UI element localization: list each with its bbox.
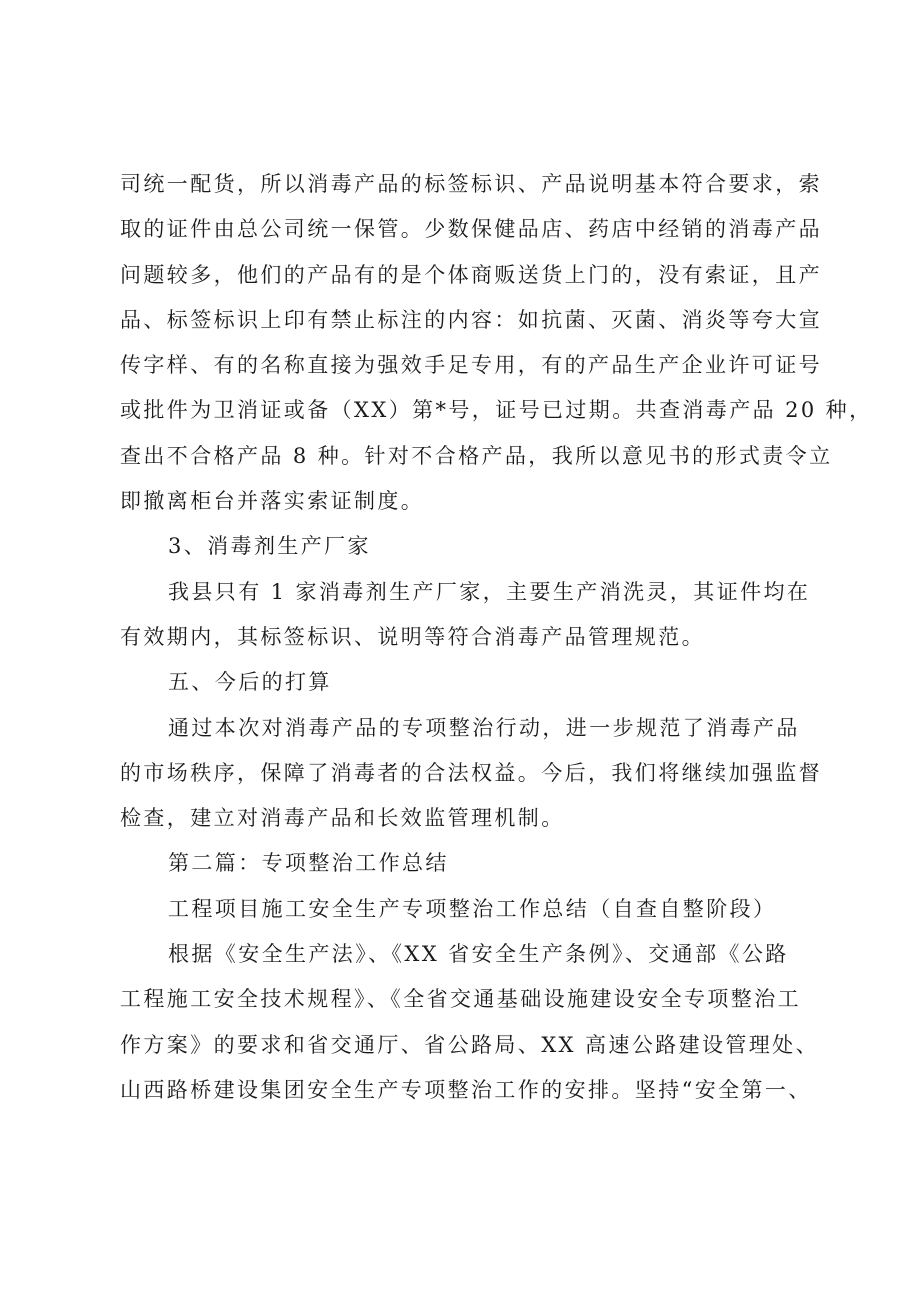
text-line: 即撤离柜台并落实索证制度。 <box>120 489 425 514</box>
document-body <box>120 162 873 1113</box>
document-subtitle: 工程项目施工安全生产专项整治工作总结（自查自整阶段） <box>168 896 777 921</box>
text-line: 品、标签标识上印有禁止标注的内容：如抗菌、灭菌、消炎等夸大宣 <box>120 307 822 332</box>
text-line: 我县只有 1 家消毒剂生产厂家，主要生产消洗灵，其证件均在 <box>168 579 811 604</box>
text-line: 查出不合格产品 8 种。针对不合格产品，我所以意见书的形式责令立 <box>120 443 833 468</box>
text-line: 的市场秩序，保障了消毒者的合法权益。今后，我们将继续加强监督 <box>120 760 822 785</box>
text-line: 工程施工安全技术规程》、《全省交通基础设施建设安全专项整治工 <box>120 987 801 1012</box>
section-heading-3: 3、消毒剂生产厂家 <box>168 534 371 559</box>
text-line: 检查，建立对消毒产品和长效监管理机制。 <box>120 806 565 831</box>
text-line: 传字样、有的名称直接为强效手足专用，有的产品生产企业许可证号 <box>120 353 822 378</box>
text-line: 通过本次对消毒产品的专项整治行动，进一步规范了消毒产品 <box>168 715 800 740</box>
text-line: 根据《安全生产法》、《XX 省安全生产条例》、交通部《公路 <box>168 942 789 967</box>
text-line: 取的证件由总公司统一保管。少数保健品店、药店中经销的消毒产品 <box>120 217 822 242</box>
text-line: 问题较多，他们的产品有的是个体商贩送货上门的，没有索证，且产 <box>120 262 822 287</box>
text-line: 作方案》的要求和省交通厅、省公路局、XX 高速公路建设管理处、 <box>120 1032 819 1057</box>
text-line: 或批件为卫消证或备（XX）第*号，证号已过期。共查消毒产品 20 种， <box>120 398 873 423</box>
chapter-heading: 第二篇：专项整治工作总结 <box>168 851 449 876</box>
section-heading-5: 五、今后的打算 <box>168 670 332 695</box>
text-line: 司统一配货，所以消毒产品的标签标识、产品说明基本符合要求，索 <box>120 172 822 196</box>
text-line: 有效期内，其标签标识、说明等符合消毒产品管理规范。 <box>120 624 705 649</box>
text-line: 山西路桥建设集团安全生产专项整治工作的安排。坚持“安全第一、 <box>120 1077 812 1102</box>
